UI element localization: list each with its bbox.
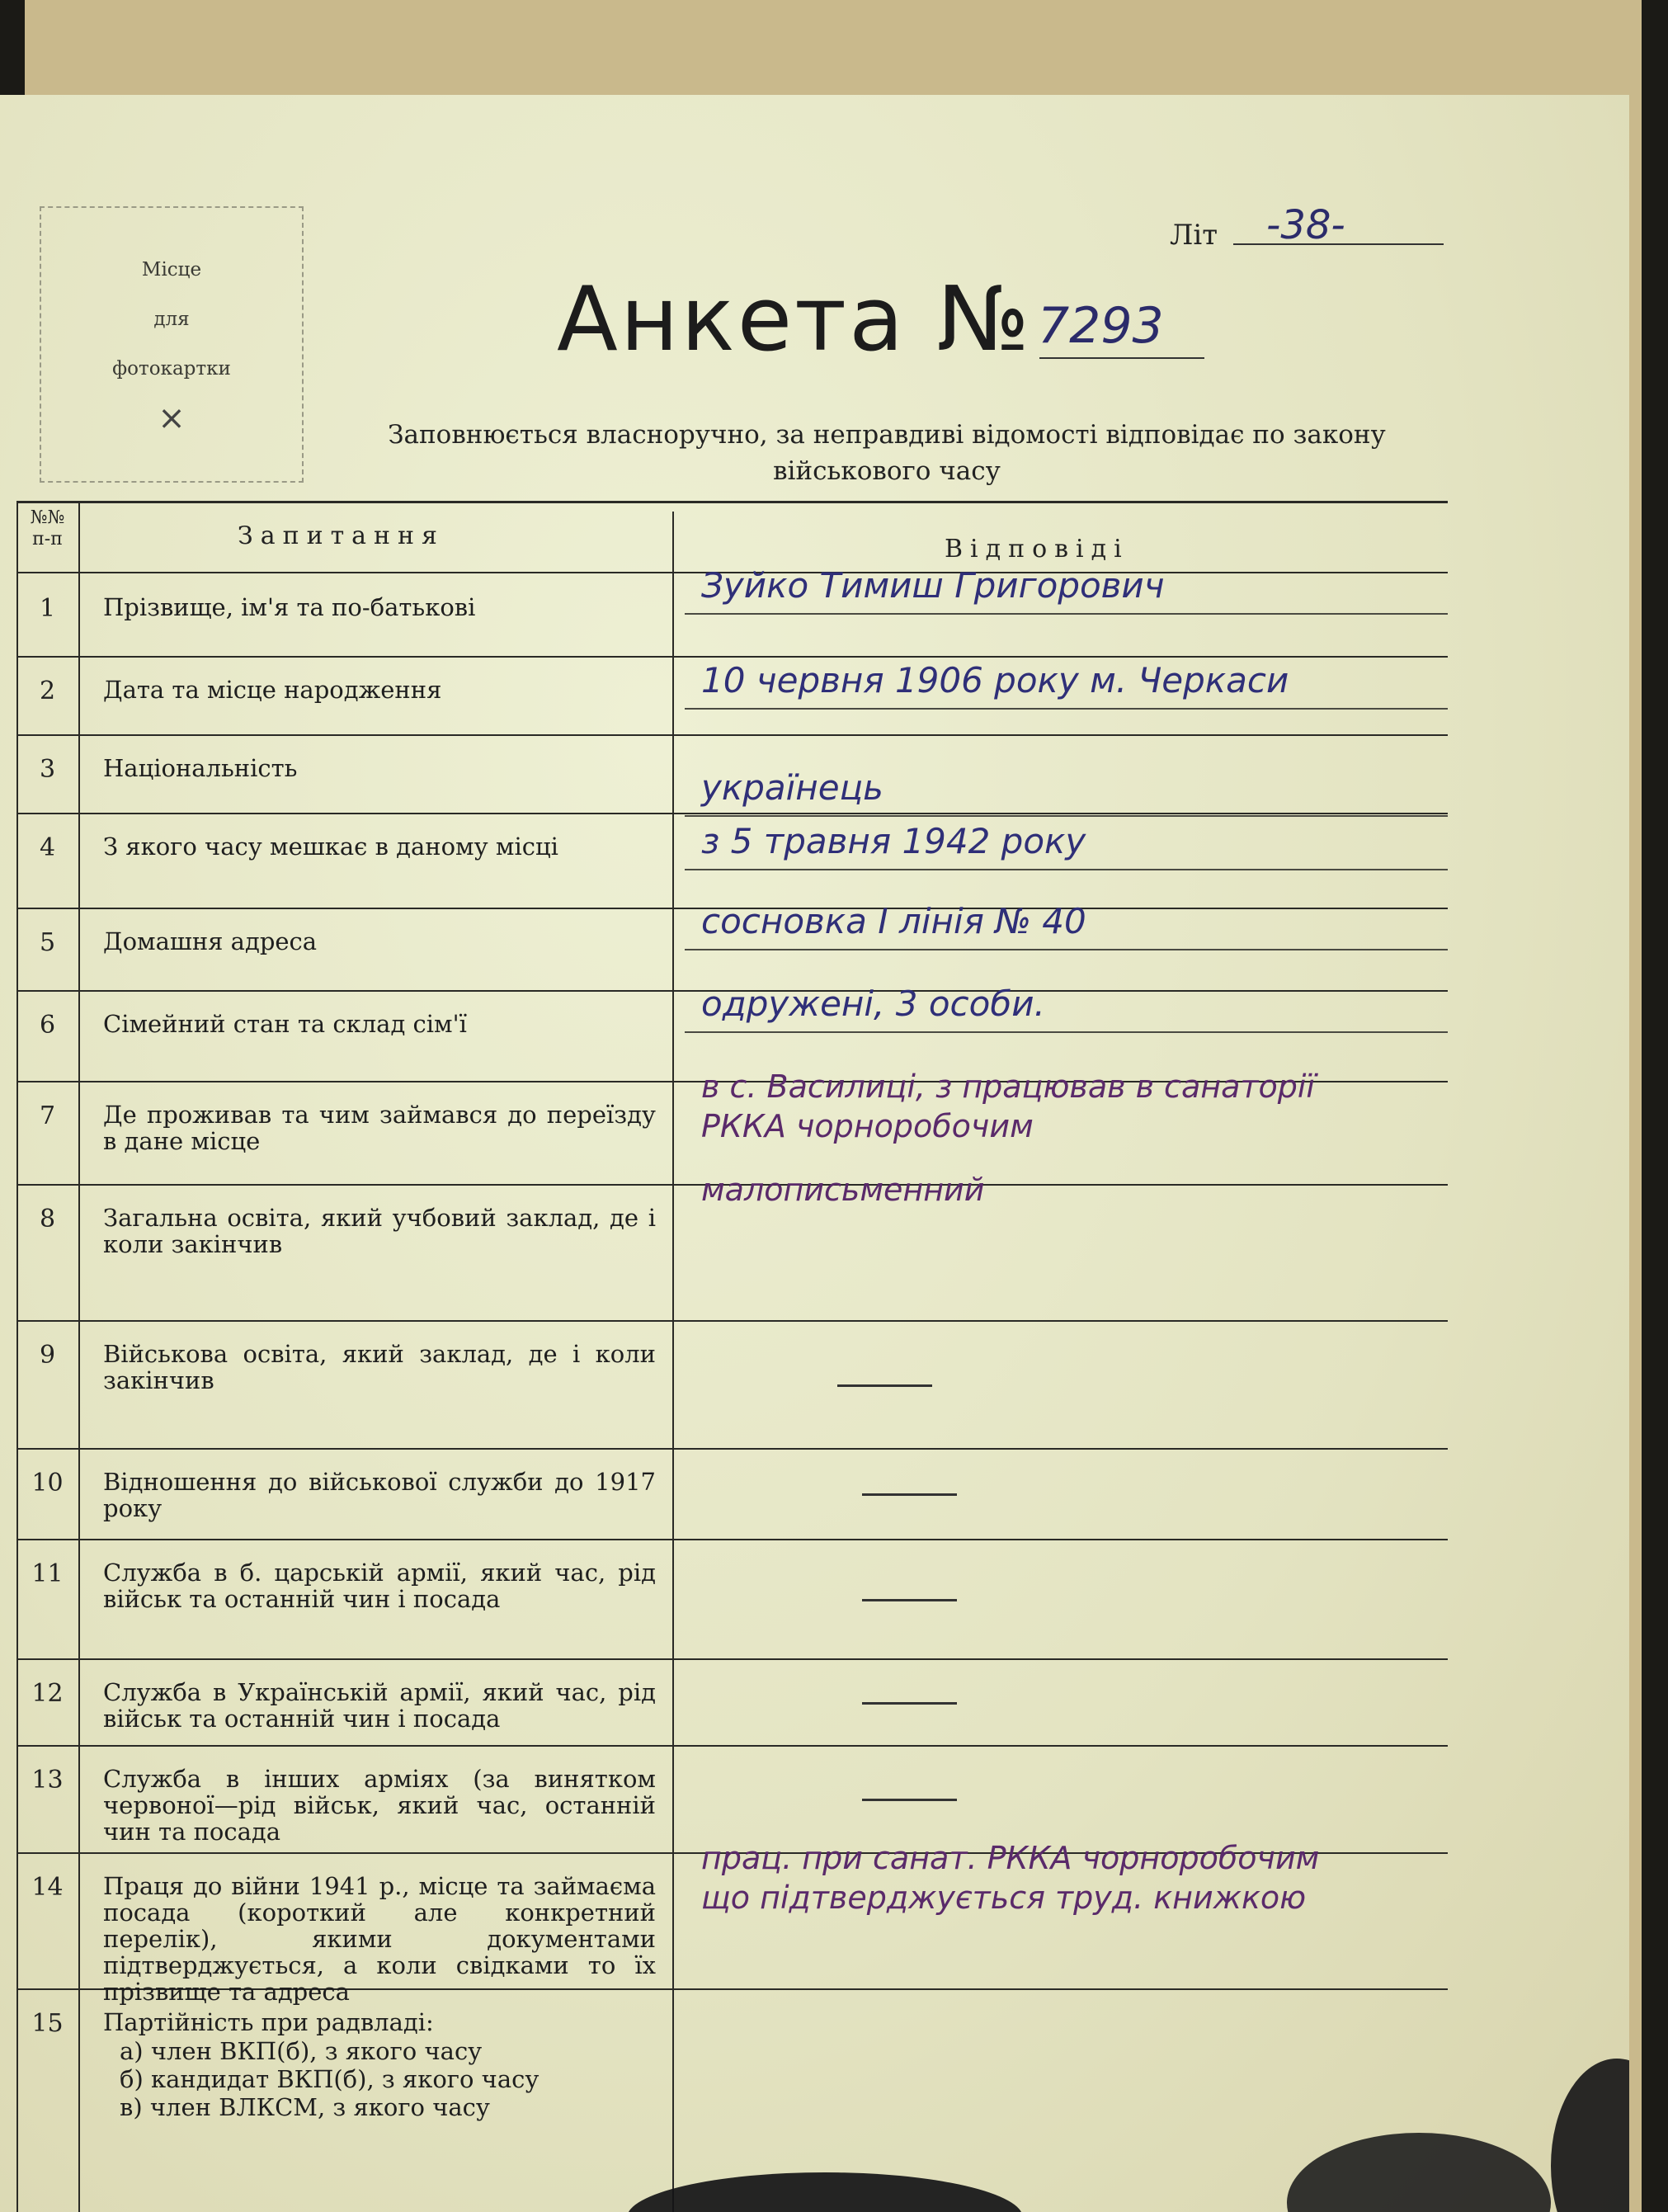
- form-number: 7293: [1038, 297, 1164, 355]
- photo-label-2: для: [153, 309, 190, 330]
- row-number: 2: [39, 677, 56, 705]
- ink-stain: [1551, 2059, 1629, 2212]
- row-question-sub: б) кандидат ВКП(б), з якого часу: [120, 2065, 540, 2093]
- photo-label-1: Місце: [141, 259, 202, 281]
- table-top-border: [16, 501, 1448, 503]
- row-question: Загальна освіта, який учбовий заклад, де і коли закінчив: [103, 1204, 656, 1258]
- answer-underline: [685, 949, 1448, 950]
- answer-underline: [685, 815, 1448, 817]
- row-divider: [16, 1320, 1448, 1322]
- row-question-sub: а) член ВКП(б), з якого часу: [120, 2037, 483, 2065]
- row-question: Прізвище, ім'я та по-батькові: [103, 593, 476, 621]
- ink-stain: [1287, 2133, 1551, 2212]
- empty-answer-dash: [837, 1384, 932, 1387]
- row-question: Служба в б. царській армії, який час, рід військ та останній чин і посада: [103, 1559, 656, 1613]
- row-number: 7: [39, 1101, 56, 1130]
- photo-label-3: фотокартки: [112, 358, 231, 380]
- row-answer: в с. Василиці, з працював в санаторії: [701, 1068, 1315, 1105]
- answer-underline: [685, 1031, 1448, 1033]
- row-divider: [16, 734, 1448, 736]
- row-answer-line-2: РККА чорноробочим: [701, 1108, 1034, 1144]
- row-question: Служба в Українській армії, який час, рід військ та останній чин і посада: [103, 1678, 656, 1733]
- row-answer-line-2: що підтверджується труд. книжкою: [701, 1879, 1307, 1916]
- subtitle-line-1: Заповнюється власноручно, за неправдиві відомості відповідає по закону: [388, 420, 1386, 450]
- row-question: Домашня адреса: [103, 927, 318, 955]
- row-question: З якого часу мешкає в даному місці: [103, 832, 558, 861]
- row-answer: сосновка I лінія № 40: [701, 901, 1086, 941]
- ink-stain: [627, 2172, 1023, 2212]
- row-number: 11: [31, 1559, 64, 1588]
- row-question: Партійність при радвладі:: [103, 2008, 434, 2036]
- row-question: Служба в інших арміях (за винятком червоної—рід військ, який час, останній чин та посада: [103, 1765, 656, 1846]
- row-divider: [16, 1745, 1448, 1747]
- row-answer: прац. при санат. РККА чорноробочим: [701, 1840, 1320, 1876]
- row-question: Відношення до військової служби до 1917 року: [103, 1468, 656, 1522]
- row-question-sub: в) член ВЛКСМ, з якого часу: [120, 2093, 490, 2121]
- row-number: 14: [31, 1873, 64, 1902]
- row-number: 4: [39, 833, 56, 862]
- header-answer: Відповіді: [945, 535, 1129, 564]
- row-question: Національність: [103, 754, 298, 782]
- row-divider: [16, 1658, 1448, 1660]
- row-divider: [16, 1448, 1448, 1450]
- row-divider: [16, 813, 1448, 814]
- table-answer-divider: [672, 512, 674, 2212]
- header-number-text: №№ п-п: [30, 507, 65, 549]
- lit-value: -38-: [1266, 202, 1345, 248]
- row-question: Дата та місце народження: [103, 676, 442, 704]
- row-answer: з 5 травня 1942 року: [701, 821, 1086, 861]
- row-number: 6: [39, 1011, 56, 1040]
- photo-cross-mark: ×: [158, 399, 186, 437]
- row-divider: [16, 656, 1448, 658]
- lit-label: Літ: [1170, 219, 1218, 252]
- row-number: 9: [39, 1341, 56, 1370]
- form-page: [0, 95, 1629, 2212]
- table-num-divider: [78, 501, 80, 2212]
- form-subtitle: [330, 417, 1444, 489]
- row-question: Праця до війни 1941 р., місце та займаєма посада (короткий але конкретний перелік), якими документами підтверджується, а коли свідками то їх прізвище та адреса: [103, 1872, 656, 2006]
- row-question: Де проживав та чим займався до переїзду в дане місце: [103, 1101, 656, 1155]
- header-question: Запитання: [238, 521, 445, 550]
- empty-answer-dash: [862, 1799, 957, 1801]
- row-number: 8: [39, 1205, 56, 1233]
- row-number: 3: [39, 755, 56, 784]
- row-divider: [16, 1539, 1448, 1540]
- row-number: 5: [39, 928, 56, 957]
- row-question: Військова освіта, який заклад, де і коли закінчив: [103, 1340, 656, 1394]
- answer-underline: [685, 708, 1448, 710]
- form-title: Анкета №: [557, 268, 1032, 371]
- row-question: Сімейний стан та склад сім'ї: [103, 1010, 467, 1038]
- row-number: 1: [39, 594, 56, 623]
- answer-underline: [685, 613, 1448, 615]
- subtitle-line-2: військового часу: [773, 456, 1001, 486]
- empty-answer-dash: [862, 1599, 957, 1601]
- row-number: 15: [31, 2009, 64, 2038]
- row-number: 12: [31, 1679, 64, 1708]
- row-answer: українець: [701, 767, 883, 808]
- row-answer: одружені, 3 особи.: [701, 983, 1045, 1024]
- form-number-underline: [1039, 357, 1204, 359]
- row-answer: Зуйко Тимиш Григорович: [701, 565, 1165, 606]
- photo-placeholder: [40, 206, 304, 483]
- answer-underline: [685, 869, 1448, 870]
- row-number: 10: [31, 1469, 64, 1497]
- empty-answer-dash: [862, 1493, 957, 1496]
- header-number: [16, 507, 78, 550]
- empty-answer-dash: [862, 1702, 957, 1705]
- row-answer: 10 червня 1906 року м. Черкаси: [701, 660, 1289, 700]
- row-answer: малописьменний: [701, 1172, 985, 1208]
- row-number: 13: [31, 1766, 64, 1795]
